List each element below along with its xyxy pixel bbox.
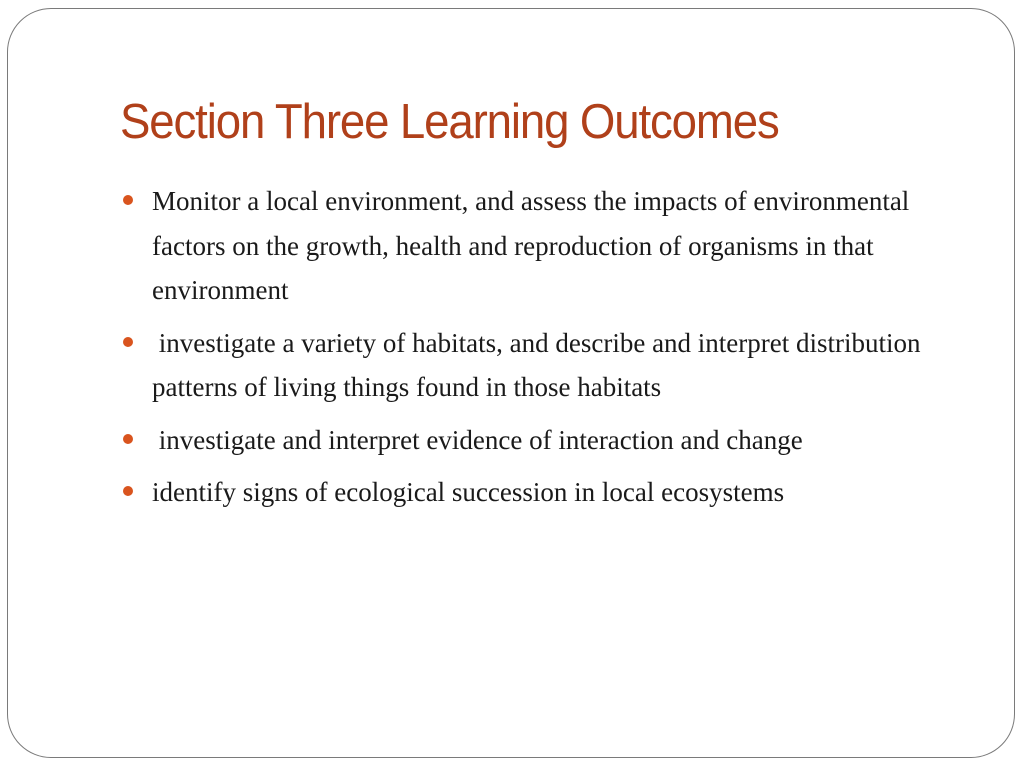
- bullet-item: [120, 321, 970, 410]
- bullet-dot-icon: [123, 434, 133, 444]
- bullet-item: [120, 418, 970, 463]
- bullet-item: [120, 470, 970, 515]
- bullet-text: investigate and interpret evidence of interaction and change: [152, 424, 803, 455]
- bullet-text: investigate a variety of habitats, and describe and interpret distribution patterns of living things found in those habitats: [152, 327, 928, 402]
- bullet-dot-icon: [123, 486, 133, 496]
- bullet-list: [120, 179, 970, 523]
- slide-frame: [7, 8, 1015, 758]
- bullet-dot-icon: [123, 337, 133, 347]
- bullet-dot-icon: [123, 195, 133, 205]
- bullet-item: [120, 179, 970, 313]
- slide-title: Section Three Learning Outcomes: [120, 95, 779, 149]
- bullet-text: Monitor a local environment, and assess the impacts of environmental factors on the growth, health and reproduction of organisms in that environment: [152, 186, 910, 305]
- bullet-text: identify signs of ecological succession in local ecosystems: [152, 477, 785, 507]
